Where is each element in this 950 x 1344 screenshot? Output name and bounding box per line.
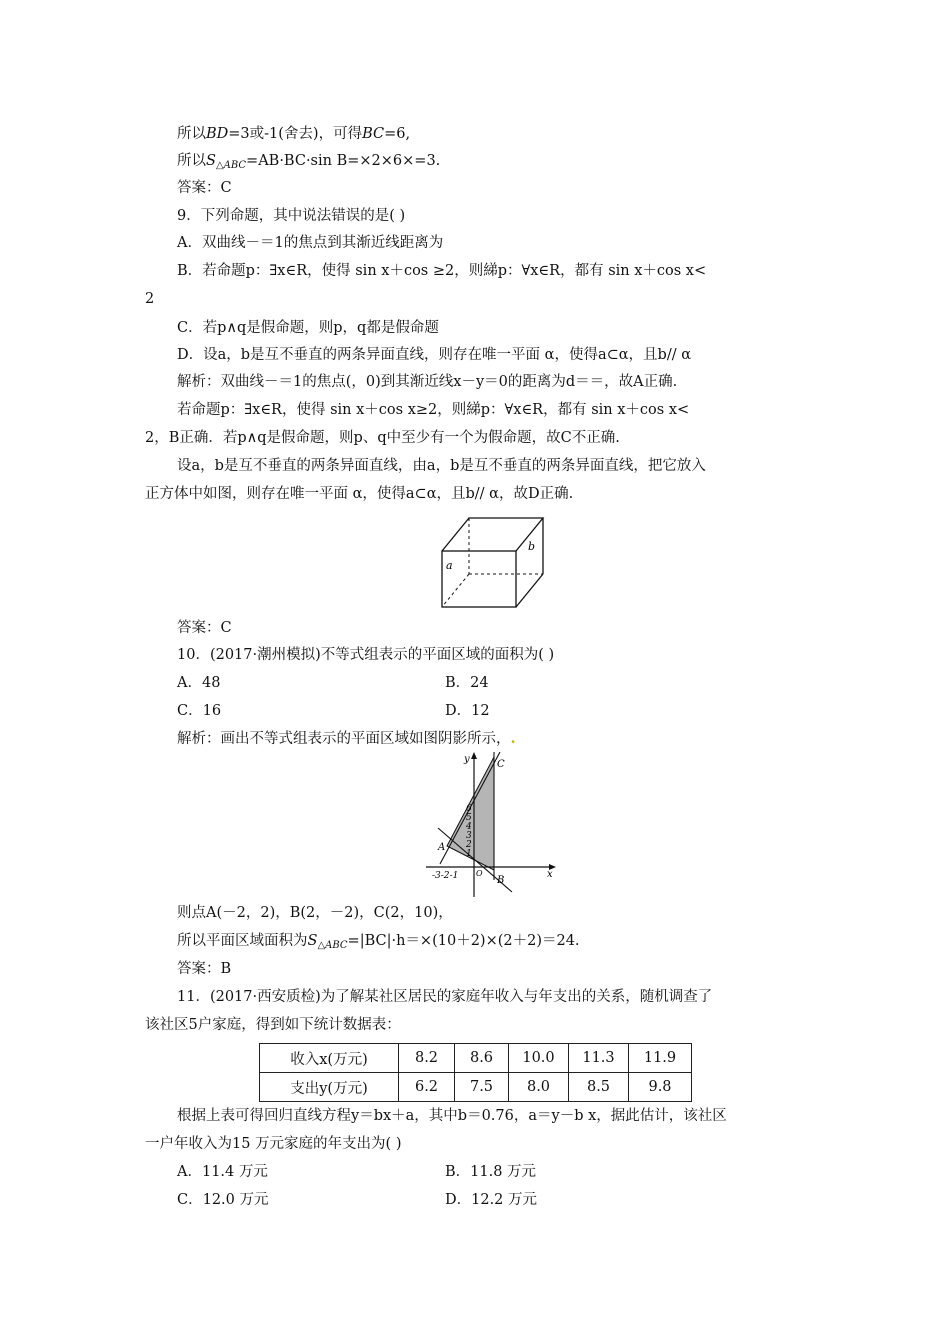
tick-y-6: 6: [466, 804, 472, 814]
q10-option-b: B．24: [445, 675, 489, 691]
cube-label-a: a: [446, 559, 453, 572]
axis-y-label: y: [464, 754, 470, 765]
q9-option-a: A．双曲线－＝1的焦点到其渐近线距离为: [177, 235, 444, 251]
q9-solution-1: 解析：双曲线－＝1的焦点(，0)到其渐近线x－y＝0的距离为d＝＝，故A正确.: [177, 374, 678, 390]
q9-stem: 9．下列命题，其中说法错误的是( ): [177, 208, 406, 224]
q10-option-a: A．48: [177, 675, 221, 691]
table-cell: 11.9: [629, 1044, 692, 1073]
table-cell: 收入x(万元): [260, 1044, 399, 1073]
region-figure: [420, 752, 560, 900]
table-cell: 8.6: [455, 1044, 509, 1073]
axis-x-label: x: [547, 869, 553, 880]
q10-stem: 10．(2017·潮州模拟)不等式组表示的平面区域的面积为( ): [177, 647, 555, 663]
text: S: [307, 933, 318, 949]
text: S: [206, 153, 216, 169]
text: =AB·BC·sin B=×2×6×=3.: [246, 153, 441, 169]
table-cell: 7.5: [455, 1073, 509, 1102]
q11-stem: 11．(2017·西安质检)为了解某社区居民的家庭年收入与年支出的关系，随机调查了: [177, 989, 713, 1005]
text: =3或-1(舍去)，可得: [228, 126, 363, 142]
q11-option-b: B．11.8 万元: [445, 1164, 537, 1180]
q11-text-1: 根据上表可得回归直线方程y＝bx＋a，其中b＝0.76，a＝y－b x，据此估计，该社区: [177, 1108, 727, 1124]
q11-option-d: D．12.2 万元: [445, 1192, 538, 1208]
q11-stem-cont: 该社区5户家庭，得到如下统计数据表：: [145, 1017, 401, 1033]
point-b-label: B: [497, 875, 505, 886]
q9-option-b: B．若命题p：∃x∈R，使得 sin x＋cos ≥2，则綈p：∀x∈R，都有 sin x＋cos x<: [177, 263, 707, 279]
tick-y-5: 5: [466, 813, 472, 823]
q10-solution-1: [177, 729, 516, 749]
q11-text-2: 一户年收入为15 万元家庭的年支出为( ): [145, 1136, 402, 1152]
q9-answer: 答案：C: [177, 620, 232, 636]
tick-y-2: 2: [466, 840, 472, 850]
q9-option-c: C．若p∧q是假命题，则p，q都是假命题: [177, 320, 439, 336]
q9-solution-3-cont: 正方体中如图，则存在唯一平面 α，使得a⊂α，且b// α，故D正确.: [145, 486, 574, 502]
text: 所以: [177, 153, 206, 169]
text: =6,: [384, 126, 411, 142]
text: BC: [362, 126, 385, 142]
text: △ABC: [317, 940, 348, 951]
table-cell: 9.8: [629, 1073, 692, 1102]
table-cell: 11.3: [569, 1044, 629, 1073]
text: △ABC: [215, 160, 247, 171]
text: =|BC|·h＝×(10＋2)×(2＋2)＝24.: [347, 933, 580, 949]
tick-y-4: 4: [466, 822, 472, 832]
q9-option-b-cont: 2: [145, 291, 155, 307]
text: 所以: [177, 126, 206, 142]
q10-solution-3: [177, 931, 580, 956]
q10-option-c: C．16: [177, 703, 222, 719]
table-cell: 8.5: [569, 1073, 629, 1102]
q11-option-c: C．12.0 万元: [177, 1192, 269, 1208]
point-a-label: A: [438, 842, 446, 853]
q8-line1: [177, 124, 410, 144]
point-c-label: C: [497, 759, 505, 770]
table-row: [260, 1044, 692, 1073]
mark-dot: .: [510, 730, 516, 747]
q10-answer: 答案：B: [177, 961, 232, 977]
tick-y-3: 3: [466, 831, 472, 841]
q9-solution-2: 若命题p：∃x∈R，使得 sin x＋cos x≥2，则綈p：∀x∈R，都有 sin x＋cos x<: [177, 402, 690, 418]
q10-option-d: D．12: [445, 703, 490, 719]
tick-x-labels: -3-2-1: [432, 871, 459, 881]
q10-solution-2: 则点A(－2，2)，B(2，－2)，C(2，10)，: [177, 905, 453, 921]
cube-figure: [430, 510, 550, 610]
table-cell: 10.0: [509, 1044, 569, 1073]
text: BD: [206, 126, 229, 142]
q11-option-a: A．11.4 万元: [177, 1164, 268, 1180]
table-cell: 6.2: [399, 1073, 455, 1102]
table-cell: 8.0: [509, 1073, 569, 1102]
table-cell: 8.2: [399, 1044, 455, 1073]
q9-option-d: D．设a，b是互不垂直的两条异面直线，则存在唯一平面 α，使得a⊂α，且b// α: [177, 347, 691, 363]
cube-label-b: b: [528, 540, 536, 553]
q9-solution-2-cont: 2，B正确．若p∧q是假命题，则p、q中至少有一个为假命题，故C不正确.: [145, 430, 620, 446]
table-cell: 支出y(万元): [260, 1073, 399, 1102]
text: 所以平面区域面积为: [177, 933, 308, 949]
stat-table: [259, 1043, 692, 1102]
text: 解析：画出不等式组表示的平面区域如图阴影所示，: [177, 731, 511, 747]
q8-answer: 答案：C: [177, 180, 232, 196]
table-row: [260, 1073, 692, 1102]
origin-label: O: [476, 869, 483, 878]
q9-solution-3: 设a，b是互不垂直的两条异面直线，由a，b是互不垂直的两条异面直线，把它放入: [177, 458, 706, 474]
tick-y-1: 1: [466, 849, 472, 859]
q8-line2: [177, 151, 440, 176]
